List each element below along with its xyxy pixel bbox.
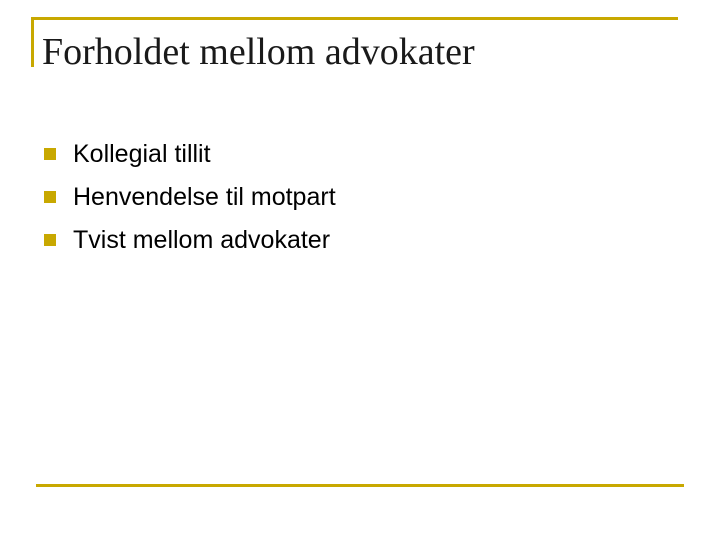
bullet-text: Kollegial tillit xyxy=(73,139,211,168)
square-bullet-icon xyxy=(44,148,56,160)
square-bullet-icon xyxy=(44,191,56,203)
bullet-item-kollegial-tillit xyxy=(44,132,336,175)
bullet-item-tvist xyxy=(44,218,336,261)
title-frame-left-rule xyxy=(31,17,34,67)
slide-title: Forholdet mellom advokater xyxy=(42,31,475,73)
bullet-text: Henvendelse til motpart xyxy=(73,182,336,211)
title-frame-top-rule xyxy=(31,17,678,20)
bullet-item-henvendelse xyxy=(44,175,336,218)
bullet-list xyxy=(44,132,336,261)
bullet-text: Tvist mellom advokater xyxy=(73,225,331,254)
bottom-divider xyxy=(36,484,684,487)
square-bullet-icon xyxy=(44,234,56,246)
